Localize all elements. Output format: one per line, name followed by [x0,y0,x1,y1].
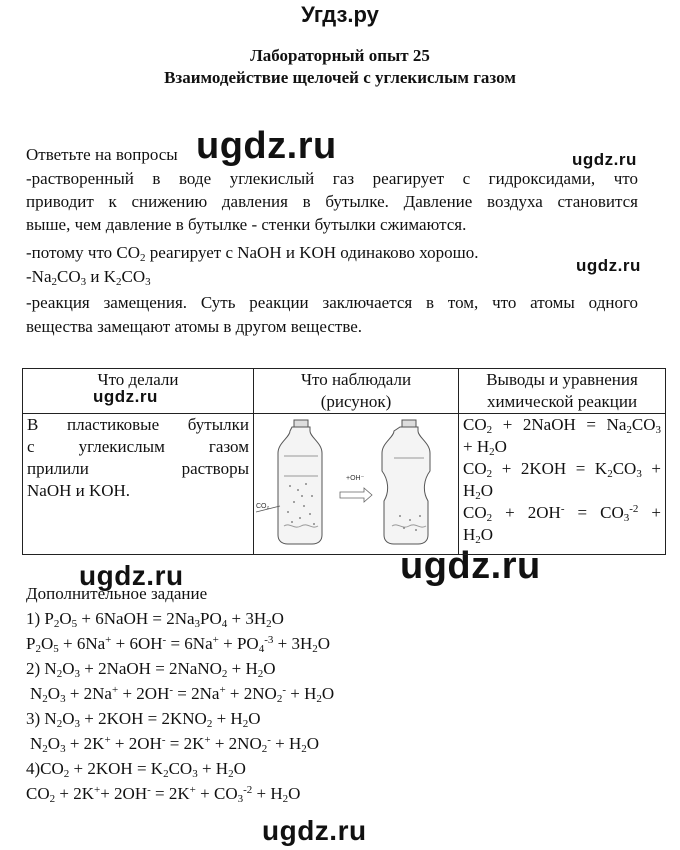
table-cell-equations [459,414,666,555]
answer-2: -потому что $CO_2$ реагирует с NaOH и KOH одинаково хорошо. [26,243,479,264]
equation: + $H_2O$ [463,437,507,458]
answer-1-line-1: -растворенный в воде углекислый газ реагирует с гидроксидами, что [26,169,638,188]
watermark: ugdz.ru [400,545,541,587]
equation: $4)CO_2 + 2KOH = K_2CO_3 + H_2O$ [26,759,246,780]
extra-heading: Дополнительное задание [26,584,208,603]
equation: 2) $N_2O_3$ + 2NaOH = 2NaNO$_2$ + $H_2O$ [26,659,276,680]
equation: $CO_2 + 2OH^- = CO_3^{-2}$ + [463,503,661,524]
equation: $CO_2 + 2K^++ 2OH^- = 2K^+ + CO_3^{-2} + H_2O$ [26,784,301,805]
table-cell-did: В пластиковые бутылки с углекислым газом прилили растворы NaOH и KOH. [23,414,254,555]
answer-3: $-Na_2CO_3$ и $K_2CO_3$ [26,267,151,288]
bottle-icon [278,420,322,544]
answer-4-line-2: вещества замещают атомы в другом веществе. [26,317,363,336]
watermark: ugdz.ru [576,256,641,275]
equation: 3) $N_2O_3 + 2KOH = 2KNO_2 + H_2O$ [26,709,261,730]
watermark: ugdz.ru [262,815,367,846]
watermark: ugdz.ru [572,150,637,169]
co2-label: CO₂ [256,503,270,510]
oh-label: +OH⁻ [346,475,365,482]
answer-1-line-2: приводит к снижению давления в бутылке. Давление воздуха становится [26,192,638,211]
equation: $N_2O_3 + 2K^+ + 2OH^- = 2K^+ + 2NO_2^- + H_2O$ [30,734,320,755]
table-header: Что делали [23,369,254,414]
table-cell-figure [254,414,459,555]
observation-table [22,368,666,555]
lab-subtitle: Взаимодействие щелочей с углекислым газом [164,68,516,87]
arrow-right-icon [340,488,372,502]
watermark: ugdz.ru [196,125,337,167]
equation: $P_2O_5 + 6Na^+ + 6OH^- = 6Na^+ + PO_4^{-3} + 3H_2O$ [26,634,331,655]
equation: $H_2O$ [463,525,494,546]
lab-title: Лабораторный опыт 25 [250,46,430,65]
bottles-figure [254,416,450,548]
table-header: Выводы и уравнения химической реакции [459,369,666,414]
equation: $N_2O_3 + 2Na^+ + 2OH^- = 2Na^+ + 2NO_2^- + H_2O$ [30,684,335,705]
equation: $CO_2 + 2KOH = K_2CO_3$ + [463,459,661,480]
watermark: ugdz.ru [79,560,184,591]
squeezed-bottle-icon [382,420,430,544]
table-header-row [23,369,666,414]
answers-intro: Ответьте на вопросы [26,145,178,164]
table-header: Что наблюдали (рисунок) [254,369,459,414]
equation: $CO_2$ + 2NaOH = $Na_2CO_3$ [463,415,661,436]
answer-4-line-1: -реакция замещения. Суть реакции заключается в том, что атомы одного [26,293,638,312]
equation: $H_2O$ [463,481,494,502]
watermark: ugdz.ru [93,387,158,406]
answer-1-line-3: выше, чем давление в бутылке - стенки бутылки сжимаются. [26,215,467,234]
table-row [23,414,666,555]
equation: 1) $P_2O_5$ + 6NaOH = $2Na_3PO_4 + 3H_2O$ [26,609,284,630]
site-header: Угдз.ру [301,2,379,27]
